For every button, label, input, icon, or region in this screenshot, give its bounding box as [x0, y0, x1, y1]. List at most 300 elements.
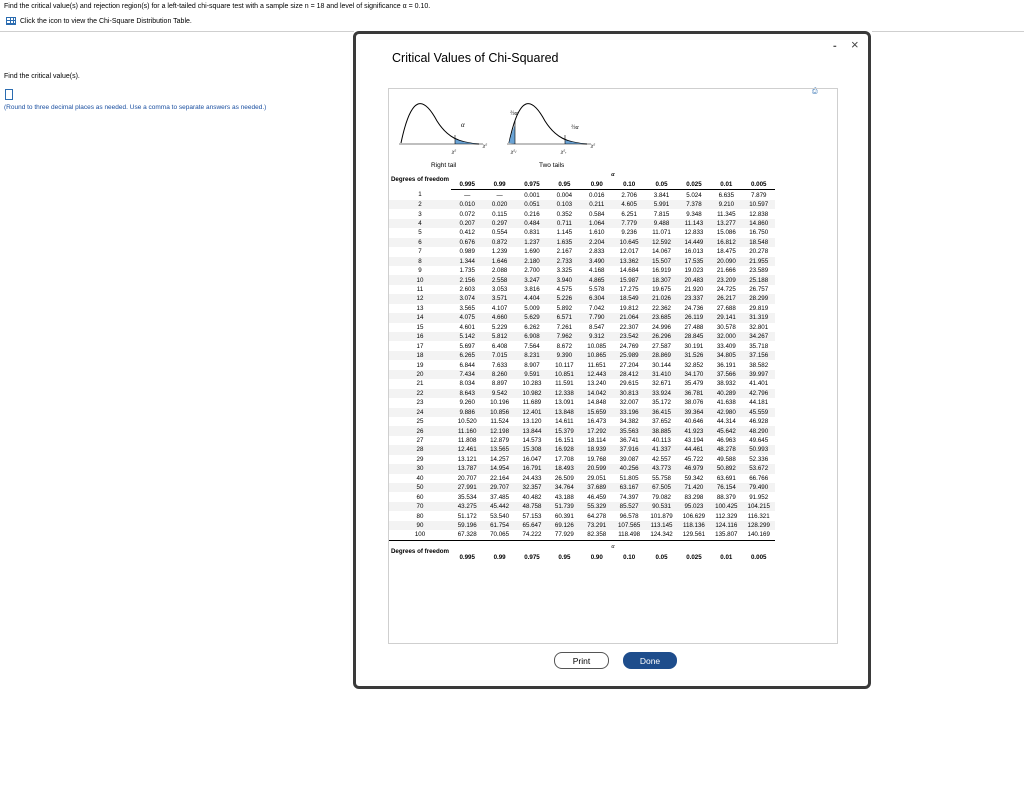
value-cell: 45.722 [684, 455, 704, 463]
value-cell: 37.652 [652, 418, 671, 426]
value-cell: 107.565 [613, 521, 645, 530]
table-row [389, 445, 775, 454]
value-cell: 48.278 [710, 445, 742, 454]
value-cell: 57.153 [522, 512, 542, 520]
value-cell: 65.647 [516, 521, 548, 530]
value-cell: 9.390 [548, 351, 580, 360]
value-cell: 8.672 [556, 342, 573, 350]
table-row [389, 313, 775, 322]
value-cell: 38.076 [684, 399, 704, 407]
value-cell: 0.207 [451, 219, 483, 228]
alpha-col-2: 0.975 [516, 180, 548, 190]
value-cell: 5.024 [686, 191, 702, 199]
value-cell: 24.736 [684, 304, 704, 312]
value-cell: 49.645 [749, 437, 769, 445]
value-cell: 0.297 [483, 219, 515, 228]
value-cell: 9.210 [710, 200, 742, 209]
value-cell: 10.851 [548, 370, 580, 379]
value-cell: 9.886 [451, 408, 483, 417]
value-cell: 24.769 [619, 342, 639, 350]
value-cell: 0.103 [548, 200, 580, 209]
value-cell: 34.267 [743, 332, 775, 341]
value-cell: 15.507 [645, 257, 677, 266]
value-cell: 6.635 [718, 191, 735, 199]
df-cell: 16 [389, 332, 451, 341]
value-cell: 7.779 [613, 219, 645, 228]
value-cell: 17.708 [554, 455, 574, 463]
value-cell: 64.278 [587, 512, 607, 520]
value-cell: 2.558 [483, 275, 515, 284]
table-row [389, 379, 775, 388]
value-cell: 35.534 [457, 493, 477, 501]
value-cell: 41.638 [716, 399, 736, 407]
value-cell: 26.509 [554, 474, 574, 482]
value-cell: 2.156 [451, 275, 483, 284]
value-cell: 2.733 [548, 257, 580, 266]
value-cell: 10.645 [613, 238, 645, 247]
df-cell: 9 [418, 267, 422, 275]
alpha-col-9: 0.005 [743, 180, 775, 190]
value-cell: 16.473 [587, 418, 607, 426]
value-cell: 128.299 [743, 521, 775, 530]
value-cell: 4.865 [581, 275, 613, 284]
value-cell: 28.299 [743, 294, 775, 303]
value-cell: 15.379 [548, 426, 580, 435]
value-cell: 59.342 [684, 474, 704, 482]
value-cell: 10.085 [587, 342, 607, 350]
value-cell: 19.023 [684, 267, 704, 275]
rounding-hint: (Round to three decimal places as needed. Use a comma to separate answers as needed.) [4, 104, 267, 111]
value-cell: 74.222 [522, 531, 542, 539]
value-cell: 12.879 [490, 437, 510, 445]
df-cell: 50 [389, 483, 451, 492]
value-cell: 22.307 [619, 323, 639, 331]
value-cell: 11.808 [457, 437, 477, 445]
value-cell: 11.651 [587, 361, 606, 369]
table-row [389, 408, 775, 417]
value-cell: 13.844 [516, 426, 548, 435]
alpha-col-5: 0.10 [623, 553, 636, 561]
value-cell: 129.561 [682, 531, 706, 539]
value-cell: 0.072 [459, 210, 475, 218]
half-alpha-right: ½α [571, 125, 579, 131]
value-cell: 21.666 [716, 267, 736, 275]
value-cell: 88.379 [716, 493, 736, 501]
svg-text:χ²: χ² [483, 143, 488, 149]
value-cell: 16.928 [548, 445, 580, 454]
df-cell: 4 [389, 219, 451, 228]
value-cell: 60.391 [554, 512, 574, 520]
value-cell: 44.461 [678, 445, 710, 454]
value-cell: 27.488 [684, 323, 704, 331]
print-icon[interactable]: ⎙ [812, 88, 818, 95]
value-cell: 28.412 [613, 370, 645, 379]
value-cell: 85.527 [613, 502, 645, 511]
value-cell: 90.531 [645, 502, 677, 511]
value-cell: 27.688 [716, 304, 736, 312]
close-icon[interactable]: × [851, 37, 859, 52]
value-cell: 8.260 [483, 370, 515, 379]
value-cell: 6.265 [451, 351, 483, 360]
value-cell: 51.739 [548, 502, 580, 511]
value-cell: 16.013 [684, 248, 704, 256]
chi-square-dialog [353, 31, 871, 689]
value-cell: 13.121 [457, 455, 477, 463]
value-cell: 0.020 [483, 200, 515, 209]
value-cell: 116.321 [747, 512, 770, 520]
value-cell: 1.635 [548, 238, 580, 247]
table-row [389, 436, 775, 445]
value-cell: 10.597 [743, 200, 775, 209]
table-row [389, 351, 775, 360]
value-cell: 9.348 [686, 210, 702, 218]
alpha-col-8: 0.01 [720, 553, 733, 561]
df-cell: 23 [416, 399, 424, 407]
value-cell: 0.016 [589, 191, 605, 199]
value-cell: 40.482 [522, 493, 542, 501]
value-cell: 1.237 [516, 238, 548, 247]
value-cell: 37.566 [710, 370, 742, 379]
value-cell: 20.599 [581, 464, 613, 473]
table-row [389, 426, 775, 435]
value-cell: 40.289 [710, 389, 742, 398]
df-cell: 60 [416, 493, 424, 501]
value-cell: 91.952 [749, 493, 769, 501]
table-icon[interactable] [6, 17, 16, 25]
value-cell: 41.337 [645, 445, 677, 454]
value-cell: 23.542 [613, 332, 645, 341]
value-cell: 24.725 [716, 286, 736, 294]
value-cell: 0.004 [556, 191, 573, 199]
value-cell: 100.425 [710, 502, 742, 511]
value-cell: 83.298 [684, 493, 704, 501]
df-cell: 21 [416, 380, 424, 388]
value-cell: 12.443 [581, 370, 613, 379]
value-cell: 63.167 [613, 483, 645, 492]
value-cell: 29.707 [483, 483, 515, 492]
value-cell: 26.757 [749, 286, 769, 294]
value-cell: — [464, 191, 471, 199]
value-cell: 0.584 [589, 210, 605, 218]
value-cell: 14.848 [587, 399, 607, 407]
value-cell: 12.198 [483, 426, 515, 435]
alpha-col-8: 0.01 [710, 180, 742, 190]
value-cell: 11.524 [490, 418, 509, 426]
table-row [389, 294, 775, 303]
value-cell: 45.442 [483, 502, 515, 511]
value-cell: 36.741 [619, 437, 639, 445]
value-cell: 27.991 [451, 483, 483, 492]
value-cell: 51.805 [619, 474, 639, 482]
value-cell: 50.993 [743, 445, 775, 454]
value-cell: 5.697 [459, 342, 475, 350]
value-cell: 22.362 [652, 304, 671, 312]
value-cell: — [496, 191, 503, 199]
value-cell: 135.807 [715, 531, 738, 539]
value-cell: 24.433 [522, 474, 542, 482]
value-cell: 35.479 [684, 380, 704, 388]
value-cell: 8.897 [491, 380, 508, 388]
value-cell: 32.007 [619, 399, 639, 407]
value-cell: 43.188 [554, 493, 574, 501]
value-cell: 21.026 [645, 294, 677, 303]
value-cell: 2.700 [524, 267, 540, 275]
value-cell: 6.262 [524, 323, 540, 331]
value-cell: 13.277 [710, 219, 742, 228]
value-cell: 46.459 [587, 493, 607, 501]
value-cell: 71.420 [678, 483, 710, 492]
value-cell: 0.484 [516, 219, 548, 228]
value-cell: 69.126 [548, 521, 580, 530]
df-cell: 29 [416, 455, 424, 463]
minimize-icon[interactable]: - [833, 40, 837, 52]
value-cell: 12.401 [516, 408, 548, 417]
value-cell: 20.278 [749, 248, 769, 256]
value-cell: 124.342 [650, 531, 673, 539]
value-cell: 3.074 [451, 294, 483, 303]
value-cell: 17.275 [619, 286, 639, 294]
value-cell: 7.962 [548, 332, 580, 341]
value-cell: 23.337 [678, 294, 710, 303]
value-cell: 35.172 [652, 399, 671, 407]
value-cell: 5.991 [645, 200, 677, 209]
table-link-text[interactable]: Click the icon to view the Chi-Square Distribution Table. [20, 17, 192, 25]
value-cell: 15.086 [716, 229, 736, 237]
value-cell: 23.209 [710, 275, 742, 284]
value-cell: 46.979 [678, 464, 710, 473]
chi-square-table-link[interactable] [6, 17, 192, 25]
df-cell: 8 [389, 257, 451, 266]
value-cell: 61.754 [483, 521, 515, 530]
value-cell: 26.119 [678, 313, 710, 322]
value-cell: 77.929 [554, 531, 574, 539]
value-cell: 14.257 [490, 455, 510, 463]
chi-square-diagram [397, 91, 647, 175]
value-cell: 29.615 [619, 380, 639, 388]
value-cell: 0.872 [483, 238, 515, 247]
value-cell: 12.461 [451, 445, 483, 454]
alpha-label-right: α [461, 121, 465, 129]
table-row [389, 304, 775, 313]
value-cell: 2.088 [491, 267, 508, 275]
svg-text:χ²: χ² [591, 143, 596, 149]
value-cell: 34.764 [548, 483, 580, 492]
value-cell: 1.610 [589, 229, 605, 237]
alpha-col-4: 0.90 [590, 553, 603, 561]
df-cell: 26 [389, 426, 451, 435]
alpha-col-7: 0.025 [686, 553, 702, 561]
right-tail-diagram [399, 104, 487, 155]
value-cell: 2.603 [459, 286, 475, 294]
value-cell: 14.860 [743, 219, 775, 228]
value-cell: 3.247 [516, 275, 548, 284]
value-cell: 28.845 [678, 332, 710, 341]
value-cell: 2.833 [589, 248, 605, 256]
value-cell: 46.963 [716, 437, 736, 445]
value-cell: 31.410 [645, 370, 677, 379]
alpha-col-3: 0.95 [548, 180, 580, 190]
value-cell: 2.167 [556, 248, 573, 256]
value-cell: 82.358 [587, 531, 607, 539]
value-cell: 10.982 [516, 389, 548, 398]
table-row [389, 464, 775, 473]
alpha-col-9: 0.005 [750, 553, 767, 561]
value-cell: 41.923 [678, 426, 710, 435]
value-cell: 33.924 [645, 389, 677, 398]
value-cell: 42.980 [710, 408, 742, 417]
value-cell: 21.064 [613, 313, 645, 322]
df-cell: 27 [416, 437, 424, 445]
value-cell: 7.879 [750, 191, 767, 199]
df-header: Degrees of freedom [390, 175, 450, 183]
value-cell: 45.559 [743, 408, 775, 417]
answer-input[interactable] [5, 89, 13, 100]
df-cell: 2 [389, 200, 451, 209]
value-cell: 38.582 [749, 361, 769, 369]
value-cell: 73.291 [581, 521, 613, 530]
value-cell: 39.997 [743, 370, 775, 379]
table-row [389, 417, 775, 426]
table-row [389, 238, 775, 247]
value-cell: 17.535 [678, 257, 710, 266]
value-cell: 9.591 [516, 370, 548, 379]
value-cell: 13.120 [522, 418, 542, 426]
value-cell: 79.490 [743, 483, 775, 492]
value-cell: 5.892 [556, 304, 573, 312]
value-cell: 45.642 [710, 426, 742, 435]
alpha-col-5: 0.10 [613, 180, 645, 190]
alpha-col-6: 0.05 [655, 553, 668, 561]
value-cell: 4.660 [483, 313, 515, 322]
divider-left [0, 31, 354, 32]
table-row [389, 219, 775, 228]
value-cell: 7.378 [678, 200, 710, 209]
value-cell: 32.852 [684, 361, 704, 369]
value-cell: 7.015 [483, 351, 515, 360]
alpha-col-0: 0.995 [459, 553, 475, 561]
table-row [389, 502, 775, 511]
value-cell: 44.181 [749, 399, 769, 407]
value-cell: 42.796 [743, 389, 775, 398]
value-cell: 59.196 [451, 521, 483, 530]
alpha-col-3: 0.95 [558, 553, 571, 561]
df-cell: 100 [414, 531, 426, 539]
value-cell: 13.362 [613, 257, 645, 266]
value-cell: 5.009 [524, 304, 540, 312]
table-row [389, 266, 775, 275]
value-cell: 42.557 [652, 455, 671, 463]
value-cell: 2.180 [516, 257, 548, 266]
value-cell: 2.706 [621, 191, 637, 199]
value-cell: 8.034 [459, 380, 475, 388]
value-cell: 3.490 [581, 257, 613, 266]
value-cell: 2.204 [581, 238, 613, 247]
value-cell: 39.087 [619, 455, 639, 463]
value-cell: 95.023 [678, 502, 710, 511]
value-cell: 19.675 [652, 286, 671, 294]
table-row [389, 455, 775, 464]
value-cell: 32.801 [749, 323, 769, 331]
value-cell: 5.629 [516, 313, 548, 322]
value-cell: 0.216 [524, 210, 540, 218]
value-cell: 1.344 [451, 257, 483, 266]
df-cell: 70 [389, 502, 451, 511]
df-cell: 15 [416, 323, 424, 331]
value-cell: 50.892 [710, 464, 742, 473]
value-cell: 26.296 [645, 332, 677, 341]
value-cell: 18.475 [716, 248, 736, 256]
df-cell: 80 [416, 512, 424, 520]
alpha-col-4: 0.90 [581, 180, 613, 190]
alpha-col-6: 0.05 [645, 180, 677, 190]
df-cell: 20 [389, 370, 451, 379]
value-cell: 13.565 [483, 445, 515, 454]
value-cell: 79.082 [652, 493, 671, 501]
df-cell: 17 [416, 342, 424, 350]
value-cell: 30.813 [613, 389, 645, 398]
df-cell: 28 [389, 445, 451, 454]
value-cell: 17.292 [581, 426, 613, 435]
table-row [389, 389, 775, 398]
value-cell: 37.689 [581, 483, 613, 492]
value-cell: 106.629 [682, 512, 706, 520]
alpha-col-1: 0.99 [483, 180, 515, 190]
table-row [389, 521, 775, 530]
done-button[interactable]: Done [623, 652, 677, 669]
value-cell: 112.329 [715, 512, 738, 520]
value-cell: 33.409 [716, 342, 736, 350]
value-cell: 4.168 [589, 267, 605, 275]
value-cell: 11.160 [451, 426, 483, 435]
value-cell: 7.434 [451, 370, 483, 379]
chi-square-table [389, 169, 775, 563]
value-cell: 9.260 [459, 399, 475, 407]
value-cell: 10.283 [522, 380, 542, 388]
value-cell: 11.591 [555, 380, 574, 388]
value-cell: 37.485 [490, 493, 510, 501]
value-cell: 30.144 [652, 361, 671, 369]
value-cell: 39.364 [678, 408, 710, 417]
value-cell: 18.114 [587, 437, 606, 445]
print-button[interactable]: Print [554, 652, 609, 669]
value-cell: 7.633 [491, 361, 508, 369]
table-row [389, 530, 775, 540]
value-cell: 76.154 [710, 483, 742, 492]
value-cell: 36.191 [716, 361, 736, 369]
right-tail-caption: Right tail [431, 162, 457, 169]
value-cell: 14.954 [483, 464, 515, 473]
value-cell: 6.304 [581, 294, 613, 303]
value-cell: 0.211 [581, 200, 613, 209]
value-cell: 18.549 [613, 294, 645, 303]
alpha-col-2: 0.975 [524, 553, 540, 561]
value-cell: 16.919 [652, 267, 671, 275]
value-cell: 11.689 [522, 399, 542, 407]
value-cell: 10.196 [490, 399, 510, 407]
df-cell: 24 [389, 408, 451, 417]
value-cell: 140.169 [747, 531, 770, 539]
table-row [389, 341, 775, 350]
value-cell: 6.251 [621, 210, 637, 218]
value-cell: 3.940 [548, 275, 580, 284]
table-row [389, 492, 775, 501]
chi-sq-label: χ² [452, 149, 457, 155]
value-cell: 18.493 [548, 464, 580, 473]
df-cell: 19 [416, 361, 424, 369]
value-cell: 9.542 [483, 389, 515, 398]
value-cell: 27.587 [652, 342, 671, 350]
value-cell: 20.483 [678, 275, 710, 284]
